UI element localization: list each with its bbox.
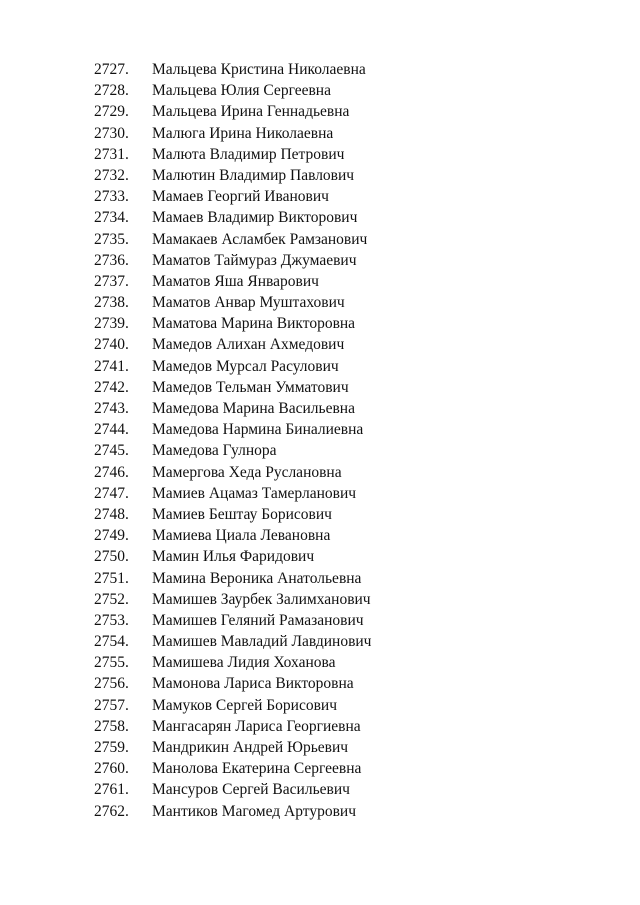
list-item bbox=[0, 207, 640, 228]
list-item bbox=[0, 377, 640, 398]
item-number: 2758. bbox=[94, 717, 129, 735]
list-item bbox=[0, 440, 640, 461]
person-name: Малюта Владимир Петрович bbox=[152, 145, 345, 163]
list-item bbox=[0, 758, 640, 779]
person-name: Мангасарян Лариса Георгиевна bbox=[152, 717, 361, 735]
list-item bbox=[0, 525, 640, 546]
item-number: 2746. bbox=[94, 463, 129, 481]
list-item bbox=[0, 695, 640, 716]
item-number: 2733. bbox=[94, 188, 129, 206]
item-number: 2762. bbox=[94, 802, 129, 820]
person-name: Мамедов Тельман Умматович bbox=[152, 378, 349, 396]
item-number: 2753. bbox=[94, 611, 129, 629]
item-number: 2752. bbox=[94, 590, 129, 608]
list-item bbox=[0, 165, 640, 186]
list-item bbox=[0, 568, 640, 589]
item-number: 2761. bbox=[94, 781, 129, 799]
list-item bbox=[0, 589, 640, 610]
list-item bbox=[0, 801, 640, 822]
list-item bbox=[0, 673, 640, 694]
list-item bbox=[0, 779, 640, 800]
list-item bbox=[0, 313, 640, 334]
person-name: Мамиев Ацамаз Тамерланович bbox=[152, 484, 357, 502]
list-item bbox=[0, 101, 640, 122]
person-name: Манолова Екатерина Сергеевна bbox=[152, 760, 362, 778]
person-name: Маматов Анвар Муштахович bbox=[152, 294, 345, 312]
item-number: 2745. bbox=[94, 442, 129, 460]
person-name: Мантиков Магомед Артурович bbox=[152, 802, 357, 820]
item-number: 2760. bbox=[94, 760, 129, 778]
item-number: 2759. bbox=[94, 739, 129, 756]
item-number: 2732. bbox=[94, 166, 129, 184]
list-item bbox=[0, 356, 640, 377]
name-list bbox=[0, 59, 640, 822]
item-number: 2727. bbox=[94, 61, 129, 78]
person-name: Мамедова Марина Васильевна bbox=[152, 400, 355, 417]
item-number: 2748. bbox=[94, 505, 129, 523]
person-name: Мальцева Ирина Геннадьевна bbox=[152, 103, 350, 121]
person-name: Мандрикин Андрей Юрьевич bbox=[152, 739, 349, 756]
item-number: 2730. bbox=[94, 124, 129, 142]
item-number: 2741. bbox=[94, 357, 129, 375]
item-number: 2755. bbox=[94, 654, 129, 672]
person-name: Мамонова Лариса Викторовна bbox=[152, 675, 354, 693]
item-number: 2743. bbox=[94, 400, 129, 417]
list-item bbox=[0, 419, 640, 440]
item-number: 2737. bbox=[94, 272, 129, 290]
list-item bbox=[0, 398, 640, 419]
item-number: 2749. bbox=[94, 527, 129, 545]
list-item bbox=[0, 483, 640, 504]
list-item bbox=[0, 716, 640, 737]
item-number: 2747. bbox=[94, 484, 129, 502]
list-item bbox=[0, 59, 640, 80]
person-name: Мансуров Сергей Васильевич bbox=[152, 781, 350, 799]
list-item bbox=[0, 546, 640, 567]
person-name: Маматова Марина Викторовна bbox=[152, 315, 356, 333]
list-item bbox=[0, 186, 640, 207]
item-number: 2734. bbox=[94, 209, 129, 227]
list-item bbox=[0, 631, 640, 652]
item-number: 2754. bbox=[94, 633, 129, 651]
list-item bbox=[0, 610, 640, 631]
person-name: Мамедова Гулнора bbox=[152, 442, 277, 460]
person-name: Малюга Ирина Николаевна bbox=[152, 124, 334, 142]
item-number: 2757. bbox=[94, 696, 129, 714]
person-name: Мамакаев Асламбек Рамзанович bbox=[152, 230, 368, 248]
person-name: Маматов Таймураз Джумаевич bbox=[152, 251, 357, 269]
item-number: 2740. bbox=[94, 336, 129, 354]
item-number: 2756. bbox=[94, 675, 129, 693]
person-name: Мамина Вероника Анатольевна bbox=[152, 569, 362, 587]
person-name: Мальцева Кристина Николаевна bbox=[152, 61, 366, 78]
person-name: Мамишев Заурбек Залимханович bbox=[152, 590, 371, 608]
person-name: Мамуков Сергей Борисович bbox=[152, 696, 338, 714]
person-name: Мамаев Владимир Викторович bbox=[152, 209, 358, 227]
item-number: 2728. bbox=[94, 82, 129, 100]
item-number: 2738. bbox=[94, 294, 129, 312]
list-item bbox=[0, 123, 640, 144]
person-name: Мамишева Лидия Хоханова bbox=[152, 654, 336, 672]
person-name: Мамишев Геляний Рамазанович bbox=[152, 611, 364, 629]
item-number: 2751. bbox=[94, 569, 129, 587]
list-item bbox=[0, 504, 640, 525]
person-name: Мамедова Нармина Биналиевна bbox=[152, 421, 364, 439]
person-name: Малютин Владимир Павлович bbox=[152, 166, 355, 184]
person-name: Мальцева Юлия Сергеевна bbox=[152, 82, 331, 100]
item-number: 2742. bbox=[94, 378, 129, 396]
person-name: Мамишев Мавладий Лавдинович bbox=[152, 633, 372, 651]
list-item bbox=[0, 334, 640, 355]
person-name: Мамергова Хеда Руслановна bbox=[152, 463, 342, 481]
person-name: Мамаев Георгий Иванович bbox=[152, 188, 329, 206]
person-name: Мамин Илья Фаридович bbox=[152, 548, 315, 566]
item-number: 2744. bbox=[94, 421, 129, 439]
person-name: Мамедов Алихан Ахмедович bbox=[152, 336, 345, 354]
list-item bbox=[0, 652, 640, 673]
list-item bbox=[0, 250, 640, 271]
list-item bbox=[0, 462, 640, 483]
item-number: 2739. bbox=[94, 315, 129, 333]
item-number: 2735. bbox=[94, 230, 129, 248]
person-name: Мамедов Мурсал Расулович bbox=[152, 357, 339, 375]
list-item bbox=[0, 292, 640, 313]
list-item bbox=[0, 229, 640, 250]
list-item bbox=[0, 271, 640, 292]
item-number: 2750. bbox=[94, 548, 129, 566]
list-item bbox=[0, 144, 640, 165]
item-number: 2731. bbox=[94, 145, 129, 163]
list-item bbox=[0, 737, 640, 758]
item-number: 2729. bbox=[94, 103, 129, 121]
list-item bbox=[0, 80, 640, 101]
person-name: Мамиев Бештау Борисович bbox=[152, 505, 332, 523]
item-number: 2736. bbox=[94, 251, 129, 269]
person-name: Маматов Яша Январович bbox=[152, 272, 319, 290]
person-name: Мамиева Циала Левановна bbox=[152, 527, 331, 545]
